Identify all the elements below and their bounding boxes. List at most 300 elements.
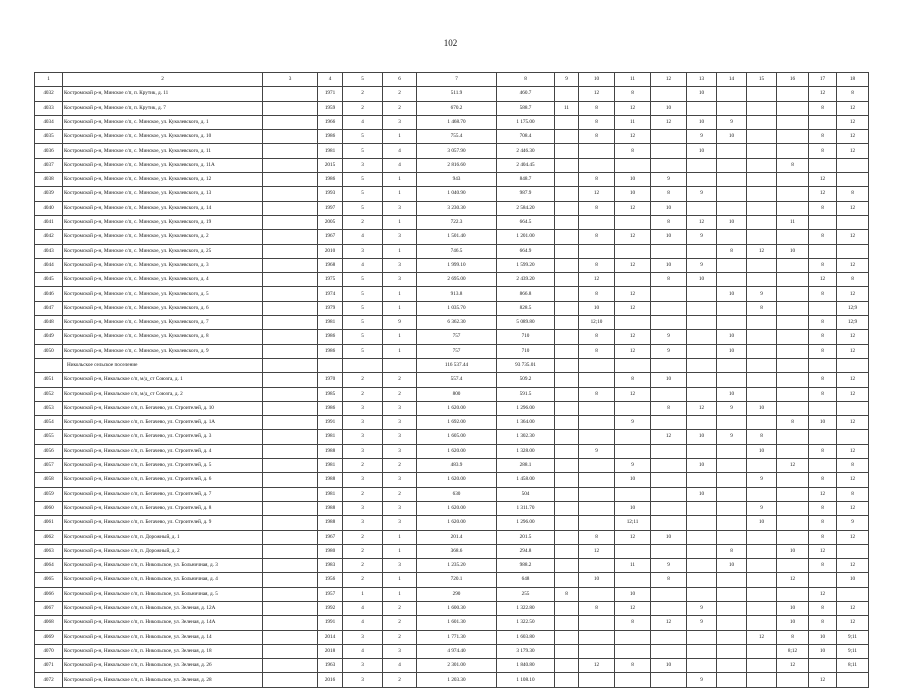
- table-cell: 8: [615, 144, 651, 158]
- table-cell: 5: [343, 144, 383, 158]
- table-cell: [383, 358, 417, 372]
- table-cell: 1: [383, 573, 417, 587]
- table-cell: Костромской р-н, Никольское с/п, п. Бегачево, ул. Строителей, д. 10: [63, 401, 263, 415]
- table-cell: [777, 144, 809, 158]
- table-cell: [615, 630, 651, 644]
- table-cell: 8: [579, 344, 615, 358]
- table-cell: 10: [615, 501, 651, 515]
- table-cell: [777, 587, 809, 601]
- table-cell: [777, 401, 809, 415]
- table-cell: [555, 459, 579, 473]
- table-row: [35, 644, 869, 658]
- table-cell: 3 179.30: [497, 644, 555, 658]
- table-cell: 12: [615, 344, 651, 358]
- table-cell: 4039: [35, 187, 63, 201]
- table-cell: [263, 387, 318, 401]
- table-row: [35, 516, 869, 530]
- table-cell: Костромской р-н, Минское с/п, п. Крутик, д. 7: [63, 101, 263, 115]
- table-cell: 4066: [35, 587, 63, 601]
- table-cell: [777, 373, 809, 387]
- table-cell: Костромской р-н, Никольское с/п, п. Никольское, ул. Зеленая, д. 18: [63, 644, 263, 658]
- table-cell: [747, 459, 777, 473]
- table-cell: [263, 401, 318, 415]
- table-cell: 10: [717, 215, 747, 229]
- table-cell: 4035: [35, 130, 63, 144]
- table-cell: [777, 287, 809, 301]
- table-cell: 12: [747, 244, 777, 258]
- table-cell: 1 458.00: [497, 473, 555, 487]
- table-cell: [837, 158, 869, 172]
- table-cell: 10: [579, 301, 615, 315]
- table-cell: 116 537.44: [417, 358, 497, 372]
- table-row: [35, 158, 869, 172]
- table-cell: 9: [687, 130, 717, 144]
- table-cell: [717, 87, 747, 101]
- table-cell: [615, 673, 651, 687]
- table-cell: 8: [809, 287, 837, 301]
- table-cell: [555, 287, 579, 301]
- table-cell: 8: [651, 215, 687, 229]
- table-cell: 10: [687, 87, 717, 101]
- table-cell: 8: [615, 616, 651, 630]
- table-cell: 1963: [318, 659, 343, 673]
- table-cell: [555, 559, 579, 573]
- table-cell: [555, 115, 579, 129]
- table-cell: [777, 301, 809, 315]
- table-cell: [263, 459, 318, 473]
- table-cell: [777, 187, 809, 201]
- table-cell: 4: [383, 659, 417, 673]
- table-cell: 12: [615, 230, 651, 244]
- table-cell: 8: [809, 387, 837, 401]
- page-number: 102: [443, 38, 458, 48]
- table-cell: [809, 659, 837, 673]
- table-cell: 9;11: [837, 630, 869, 644]
- table-cell: [263, 473, 318, 487]
- table-cell: 557.4: [417, 373, 497, 387]
- table-row: [35, 616, 869, 630]
- table-cell: 1991: [318, 416, 343, 430]
- table-cell: [747, 644, 777, 658]
- table-cell: 4049: [35, 330, 63, 344]
- table-cell: [263, 201, 318, 215]
- table-cell: 1988: [318, 444, 343, 458]
- table-cell: 10: [651, 659, 687, 673]
- table-cell: [555, 215, 579, 229]
- table-cell: [579, 487, 615, 501]
- table-cell: Костромской р-н, Никольское с/п, п. Бегачево, ул. Строителей, д. 8: [63, 501, 263, 515]
- table-cell: [687, 573, 717, 587]
- table-cell: [579, 501, 615, 515]
- table-cell: 1 501.40: [417, 230, 497, 244]
- table-cell: [717, 230, 747, 244]
- table-cell: 12: [809, 587, 837, 601]
- table-cell: 943: [417, 173, 497, 187]
- table-cell: 11: [555, 101, 579, 115]
- table-cell: [747, 673, 777, 687]
- table-cell: 12: [651, 616, 687, 630]
- table-cell: [777, 258, 809, 272]
- table-cell: 1: [383, 287, 417, 301]
- table-cell: 10: [687, 144, 717, 158]
- table-cell: 9: [383, 316, 417, 330]
- table-cell: Костромской р-н, Минское с/п, с. Минское, ул. Куколевского, д. 7: [63, 316, 263, 330]
- table-cell: 10: [717, 387, 747, 401]
- table-row: [35, 301, 869, 315]
- table-cell: [777, 516, 809, 530]
- table-cell: 3: [383, 644, 417, 658]
- table-cell: [687, 587, 717, 601]
- table-cell: [263, 330, 318, 344]
- table-cell: 5: [343, 173, 383, 187]
- table-cell: 12: [837, 444, 869, 458]
- table-cell: Костромской р-н, Минское с/п, с. Минское, ул. Куколевского, д. 4: [63, 273, 263, 287]
- table-cell: 12: [579, 87, 615, 101]
- table-cell: [555, 344, 579, 358]
- table-cell: 10: [747, 516, 777, 530]
- table-cell: [717, 616, 747, 630]
- table-cell: [651, 316, 687, 330]
- table-cell: 3 057.90: [417, 144, 497, 158]
- table-cell: 2 301.00: [417, 659, 497, 673]
- table-cell: [615, 487, 651, 501]
- table-cell: [263, 158, 318, 172]
- table-cell: [651, 144, 687, 158]
- table-cell: Костромской р-н, Минское с/п, п. Крутик, д. 11: [63, 87, 263, 101]
- table-cell: [555, 530, 579, 544]
- table-cell: 1 235.20: [417, 559, 497, 573]
- table-cell: 8: [777, 416, 809, 430]
- table-cell: 294.8: [497, 544, 555, 558]
- table-cell: 8: [809, 501, 837, 515]
- table-row: [35, 373, 869, 387]
- table-cell: 3: [383, 473, 417, 487]
- table-cell: [263, 487, 318, 501]
- table-cell: 3: [383, 115, 417, 129]
- table-cell: 12: [687, 215, 717, 229]
- table-cell: 483.9: [417, 459, 497, 473]
- table-cell: 708.4: [497, 130, 555, 144]
- table-cell: 10: [837, 573, 869, 587]
- table-cell: [555, 601, 579, 615]
- table-cell: [579, 215, 615, 229]
- column-number-header: 2: [63, 73, 263, 87]
- table-cell: [747, 659, 777, 673]
- table-cell: 12: [747, 630, 777, 644]
- table-cell: 12: [615, 330, 651, 344]
- column-number-header: 3: [263, 73, 318, 87]
- table-cell: 8: [579, 201, 615, 215]
- table-cell: 10: [777, 544, 809, 558]
- table-cell: [263, 430, 318, 444]
- table-cell: 1: [383, 244, 417, 258]
- table-cell: Костромской р-н, Никольское с/п, п. Никольское, ул. Зеленая, д. 14: [63, 630, 263, 644]
- table-cell: 10: [651, 258, 687, 272]
- table-cell: 10: [717, 130, 747, 144]
- table-cell: [837, 358, 869, 372]
- table-cell: 2: [383, 601, 417, 615]
- table-cell: [263, 244, 318, 258]
- table-cell: [747, 215, 777, 229]
- table-cell: [555, 544, 579, 558]
- table-cell: [687, 444, 717, 458]
- table-row: [35, 430, 869, 444]
- table-row: [35, 101, 869, 115]
- table-cell: Костромской р-н, Минское с/п, с. Минское, ул. Куколевского, д. 1: [63, 115, 263, 129]
- table-cell: [555, 130, 579, 144]
- table-cell: 3: [383, 230, 417, 244]
- table-cell: 8: [579, 130, 615, 144]
- table-cell: [747, 487, 777, 501]
- table-cell: 1997: [318, 201, 343, 215]
- table-cell: [777, 173, 809, 187]
- housing-registry-table: [34, 72, 869, 688]
- table-cell: Костромской р-н, Никольское с/п, п. Никольское, ул. Больничная, д. 3: [63, 559, 263, 573]
- table-cell: 2: [343, 487, 383, 501]
- table-cell: 8: [809, 530, 837, 544]
- table-cell: [747, 387, 777, 401]
- table-cell: 9: [615, 416, 651, 430]
- table-cell: 1: [383, 173, 417, 187]
- table-cell: 3: [383, 258, 417, 272]
- table-cell: 12: [579, 273, 615, 287]
- table-cell: 4059: [35, 487, 63, 501]
- table-cell: [263, 301, 318, 315]
- table-cell: 8: [809, 230, 837, 244]
- table-cell: 201.5: [497, 530, 555, 544]
- table-cell: 8: [809, 144, 837, 158]
- table-cell: 3 230.30: [417, 201, 497, 215]
- table-cell: 4055: [35, 430, 63, 444]
- table-cell: 3: [343, 430, 383, 444]
- table-cell: [837, 244, 869, 258]
- table-cell: 2: [383, 616, 417, 630]
- column-number-header: 17: [809, 73, 837, 87]
- table-cell: 3: [343, 416, 383, 430]
- table-cell: [555, 144, 579, 158]
- table-cell: 4045: [35, 273, 63, 287]
- table-cell: 12: [615, 387, 651, 401]
- table-cell: Костромской р-н, Никольское с/п, м/д_ст Союзга, д. 1: [63, 373, 263, 387]
- table-cell: Костромской р-н, Никольское с/п, п. Бегачево, ул. Строителей, д. 1А: [63, 416, 263, 430]
- table-cell: 1 108.10: [497, 673, 555, 687]
- table-cell: 1971: [318, 87, 343, 101]
- table-cell: 8: [837, 459, 869, 473]
- table-cell: [651, 158, 687, 172]
- table-cell: 12: [615, 101, 651, 115]
- table-cell: [263, 416, 318, 430]
- table-cell: [837, 673, 869, 687]
- table-cell: [777, 273, 809, 287]
- table-cell: [651, 130, 687, 144]
- table-cell: 12: [651, 115, 687, 129]
- table-cell: [687, 358, 717, 372]
- table-cell: 5: [343, 316, 383, 330]
- table-cell: [555, 644, 579, 658]
- table-cell: 2: [383, 630, 417, 644]
- table-row: [35, 573, 869, 587]
- table-row: [35, 501, 869, 515]
- table-cell: 12: [837, 258, 869, 272]
- table-cell: [747, 373, 777, 387]
- table-cell: 8: [809, 373, 837, 387]
- table-cell: 10: [717, 287, 747, 301]
- table-cell: Костромской р-н, Никольское с/п, п. Бегачево, ул. Строителей, д. 9: [63, 516, 263, 530]
- table-cell: 3: [383, 516, 417, 530]
- table-cell: [809, 158, 837, 172]
- table-cell: [555, 573, 579, 587]
- table-cell: 9: [687, 258, 717, 272]
- table-cell: [263, 215, 318, 229]
- table-cell: [263, 544, 318, 558]
- table-cell: 12;11: [615, 516, 651, 530]
- table-cell: [651, 444, 687, 458]
- table-cell: 1: [383, 544, 417, 558]
- table-row: [35, 187, 869, 201]
- table-cell: [555, 330, 579, 344]
- table-cell: 630: [417, 487, 497, 501]
- table-cell: 988.2: [497, 559, 555, 573]
- table-cell: [651, 387, 687, 401]
- table-cell: [717, 258, 747, 272]
- table-cell: [579, 559, 615, 573]
- table-cell: 12: [615, 601, 651, 615]
- table-cell: 3: [383, 430, 417, 444]
- table-cell: 12: [809, 187, 837, 201]
- table-cell: [717, 173, 747, 187]
- table-cell: 511.9: [417, 87, 497, 101]
- table-cell: 1 771.30: [417, 630, 497, 644]
- table-cell: [555, 501, 579, 515]
- table-cell: 1975: [318, 273, 343, 287]
- table-row: [35, 559, 869, 573]
- table-cell: [777, 430, 809, 444]
- table-cell: [579, 373, 615, 387]
- table-cell: [263, 130, 318, 144]
- table-cell: 1981: [318, 144, 343, 158]
- table-cell: 9: [747, 501, 777, 515]
- table-cell: [809, 358, 837, 372]
- table-cell: 1 600.30: [417, 601, 497, 615]
- table-cell: 504: [497, 487, 555, 501]
- table-row: [35, 444, 869, 458]
- table-cell: 3: [343, 244, 383, 258]
- table-cell: [747, 201, 777, 215]
- table-cell: [717, 187, 747, 201]
- table-cell: [651, 87, 687, 101]
- table-cell: [687, 516, 717, 530]
- table-cell: [651, 358, 687, 372]
- table-cell: [717, 516, 747, 530]
- table-cell: 4060: [35, 501, 63, 515]
- table-cell: 10: [579, 573, 615, 587]
- table-row: [35, 230, 869, 244]
- table-cell: 10: [809, 416, 837, 430]
- table-cell: [263, 444, 318, 458]
- table-cell: 5: [343, 330, 383, 344]
- table-cell: [717, 101, 747, 115]
- table-cell: 2: [383, 101, 417, 115]
- table-cell: [651, 516, 687, 530]
- table-cell: 8: [747, 430, 777, 444]
- table-cell: 10: [651, 230, 687, 244]
- table-cell: 8: [651, 573, 687, 587]
- table-cell: 4054: [35, 416, 63, 430]
- table-cell: 5: [343, 201, 383, 215]
- table-cell: 201.4: [417, 530, 497, 544]
- table-cell: 8: [579, 330, 615, 344]
- table-cell: [687, 201, 717, 215]
- table-cell: 9: [615, 459, 651, 473]
- table-cell: [263, 601, 318, 615]
- table-cell: [777, 230, 809, 244]
- table-cell: 1959: [318, 101, 343, 115]
- table-cell: 10: [717, 344, 747, 358]
- table-cell: 8: [809, 201, 837, 215]
- table-cell: [687, 316, 717, 330]
- table-cell: Костромской р-н, Никольское с/п, п. Дорожный, д. 2: [63, 544, 263, 558]
- table-cell: [747, 258, 777, 272]
- table-cell: [651, 630, 687, 644]
- table-cell: 8: [615, 87, 651, 101]
- table-cell: 757: [417, 344, 497, 358]
- table-cell: 2014: [318, 630, 343, 644]
- table-cell: 4063: [35, 544, 63, 558]
- table-cell: [651, 416, 687, 430]
- table-cell: Костромской р-н, Минское с/п, с. Минское, ул. Куколевского, д. 6: [63, 301, 263, 315]
- table-cell: 12: [809, 673, 837, 687]
- table-cell: 460.7: [497, 87, 555, 101]
- table-cell: 2 404.45: [497, 158, 555, 172]
- table-cell: 1968: [318, 258, 343, 272]
- table-cell: 1957: [318, 587, 343, 601]
- table-cell: 12: [651, 430, 687, 444]
- table-cell: [263, 644, 318, 658]
- table-cell: [747, 273, 777, 287]
- table-cell: 12: [615, 201, 651, 215]
- table-cell: 1 692.00: [417, 416, 497, 430]
- table-cell: [687, 173, 717, 187]
- table-cell: [747, 173, 777, 187]
- table-cell: 12: [837, 101, 869, 115]
- table-cell: [555, 516, 579, 530]
- table-cell: [777, 673, 809, 687]
- table-cell: 1: [383, 130, 417, 144]
- table-cell: [263, 187, 318, 201]
- table-cell: 8: [579, 601, 615, 615]
- table-cell: 12: [837, 201, 869, 215]
- table-cell: 4056: [35, 444, 63, 458]
- table-cell: [717, 459, 747, 473]
- table-cell: 1993: [318, 187, 343, 201]
- table-cell: 10: [717, 559, 747, 573]
- table-cell: 10: [809, 630, 837, 644]
- table-cell: 4046: [35, 287, 63, 301]
- table-cell: 12: [809, 487, 837, 501]
- table-cell: 8: [809, 101, 837, 115]
- table-cell: [717, 630, 747, 644]
- table-cell: 8: [579, 287, 615, 301]
- table-cell: 12: [615, 301, 651, 315]
- table-cell: 8: [809, 258, 837, 272]
- table-cell: [579, 459, 615, 473]
- table-cell: 1988: [318, 473, 343, 487]
- table-cell: [651, 459, 687, 473]
- table-cell: 866.8: [497, 287, 555, 301]
- table-cell: 12: [837, 344, 869, 358]
- table-cell: [717, 659, 747, 673]
- table-row: [35, 530, 869, 544]
